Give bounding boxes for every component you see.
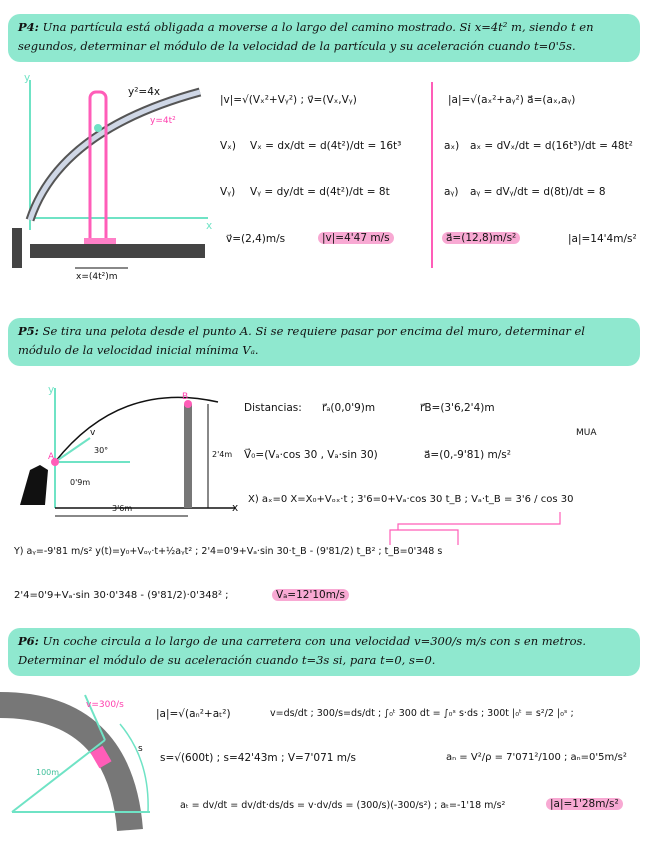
p4-figure — [12, 80, 208, 268]
p5-statement-banner — [8, 318, 640, 366]
p5-v0-vector: V⃗₀=(Vₐ·cos 30 , Vₐ·sin 30) — [244, 449, 378, 461]
p5-bracket-2 — [390, 530, 458, 545]
p4-wall — [12, 228, 22, 268]
p4-y-eq-label: y=4t² — [150, 116, 176, 126]
p5-point-A-label: A — [48, 452, 55, 462]
p5-dist-label: 3'6m — [112, 504, 133, 513]
p5-label: P5: — [18, 324, 39, 338]
p5-bracket-1 — [398, 512, 560, 530]
p6-statement: Un coche circula a lo largo de una carretera con una velocidad v=300/s m/s con s en metros. Determinar el módulo de su aceleración cuando t=3s si, para t=0, s=0. — [18, 634, 587, 667]
p5-thrower — [20, 465, 48, 505]
p6-at: aₜ = dv/dt = dv/dt·ds/ds = v·dv/ds = (300/s)(-300/s²) ; aₜ=-1'18 m/s² — [180, 800, 506, 811]
p6-figure — [0, 695, 150, 830]
p4-a-vector: a⃗=(12,8)m/s² — [442, 232, 520, 244]
p5-result: Vₐ=12'10m/s — [272, 589, 349, 601]
p4-rail — [30, 244, 205, 258]
p4-vx-equation: Vₓ = dx/dt = d(4t²)/dt = 16t³ — [250, 140, 402, 152]
p5-distances-label: Distancias: — [244, 402, 302, 414]
p6-result: |a|=1'28m/s² — [546, 798, 623, 810]
p5-x-equation: X) aₓ=0 X=X₀+Vₒₓ·t ; 3'6=0+Vₐ·cos 30 t_B ; Vₐ·t_B = 3'6 / cos 30 — [248, 494, 574, 505]
p4-path-outer — [30, 92, 200, 220]
p4-x-dim-label: x=(4t²)m — [76, 272, 118, 282]
p4-ax-label: aₓ) — [444, 140, 460, 152]
p4-axis-y-label: y — [24, 72, 31, 84]
p4-axis-x-label: x — [206, 220, 213, 232]
p4-vx-label: Vₓ) — [220, 140, 236, 152]
p4-statement: Una partícula está obligada a moverse a lo largo del camino mostrado. Si x=4t² m, siendo t en segundos, determinar el módulo de la velocidad de la partícula y su aceleración cuando t=0'5s. — [18, 20, 594, 53]
p4-curve-label: y²=4x — [128, 86, 161, 98]
p6-s-value: s=√(600t) ; s=42'43m ; V=7'071 m/s — [160, 752, 357, 764]
p6-radius-label: 100m — [36, 768, 60, 777]
p5-trajectory — [55, 397, 218, 462]
p5-wall — [184, 404, 192, 508]
p4-label: P4: — [18, 20, 39, 34]
p6-label: P6: — [18, 634, 39, 648]
p5-rB: r⃗B=(3'6,2'4)m — [420, 402, 495, 414]
p4-v-modulus: |v|=√(Vₓ²+Vᵧ²) ; v⃗=(Vₓ,Vᵧ) — [220, 94, 357, 106]
p4-particle — [94, 124, 102, 132]
p4-v-result: |v|=4'47 m/s — [318, 232, 394, 244]
p4-vy-equation: Vᵧ = dy/dt = d(4t²)/dt = 8t — [250, 186, 390, 198]
p4-a-modulus: |a|=√(aₓ²+aᵧ²) a⃗=(aₓ,aᵧ) — [448, 94, 576, 106]
p5-point-B-label: B — [182, 392, 189, 402]
p6-v-label: v=300/s — [86, 700, 124, 710]
p5-axis-x-label: x — [232, 502, 239, 514]
p5-a-vector: a⃗=(0,-9'81) m/s² — [424, 449, 511, 461]
p6-integration: v=ds/dt ; 300/s=ds/dt ; ∫₀ᵗ 300 dt = ∫₀ˢ s·ds ; 300t |₀ᵗ = s²/2 |₀ˢ ; — [270, 708, 574, 719]
p4-path-inner — [30, 92, 200, 220]
p5-v-label: v — [90, 428, 96, 438]
p5-rA: r⃗ₐ(0,0'9)m — [322, 402, 376, 414]
p4-ax-equation: aₓ = dVₓ/dt = d(16t³)/dt = 48t² — [470, 140, 633, 152]
p4-v-vector: v⃗=(2,4)m/s — [226, 233, 286, 245]
p5-mua: MUA — [576, 428, 597, 438]
p6-s-label: s — [138, 744, 143, 754]
p6-statement-banner — [8, 628, 640, 676]
p5-y-equation: Y) aᵧ=-9'81 m/s² y(t)=y₀+Vₒᵧ·t+½aᵧt² ; 2'4=0'9+Vₐ·sin 30·t_B - (9'81/2) t_B² ; t_B=0'348 s — [14, 546, 443, 557]
p4-ay-equation: aᵧ = dVᵧ/dt = d(8t)/dt = 8 — [470, 186, 606, 198]
p5-angle-label: 30° — [94, 446, 109, 455]
p5-final-equation: 2'4=0'9+Vₐ·sin 30·0'348 - (9'81/2)·0'348² ; — [14, 590, 229, 601]
p6-an: aₙ = V²/ρ = 7'071²/100 ; aₙ=0'5m/s² — [446, 752, 627, 763]
p5-axis-y-label: y — [48, 384, 55, 396]
p6-a-modulus: |a|=√(aₙ²+aₜ²) — [156, 708, 231, 720]
p5-statement: Se tira una pelota desde el punto A. Si se requiere pasar por encima del muro, determinar el módulo de la velocidad inicial mínima Vₐ. — [18, 324, 585, 357]
p4-a-result: |a|=14'4m/s² — [568, 233, 637, 245]
p4-slot — [90, 92, 106, 252]
p4-ay-label: aᵧ) — [444, 186, 459, 198]
p5-height-B-label: 2'4m — [212, 450, 233, 459]
p4-vy-label: Vᵧ) — [220, 186, 236, 198]
p5-height-A-label: 0'9m — [70, 478, 91, 487]
